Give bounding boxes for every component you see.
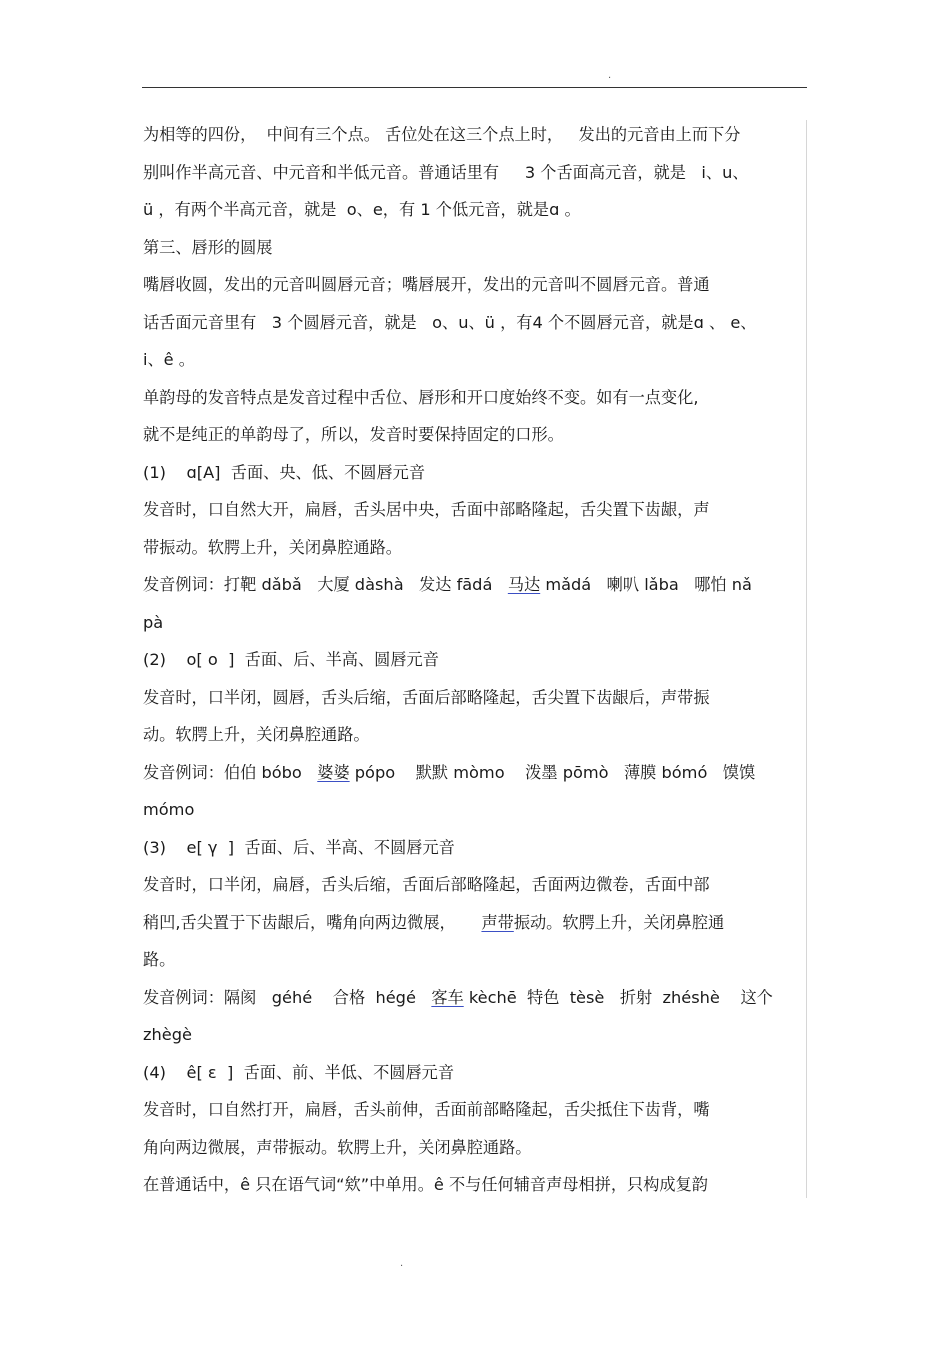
text-run: kèchē 特色 tèsè 折射 zhéshè 这个 (463, 987, 773, 1007)
underlined-word: 马达 (507, 575, 541, 594)
footer-mark: . (400, 1258, 404, 1269)
example-words-line (143, 566, 809, 604)
text-line: zhègè (143, 1025, 192, 1044)
vowel-heading: (2) o[ o ] 舌面、后、半高、圆唇元音 (143, 650, 439, 669)
text-line: 在普通话中，ê 只在语气词“欸”中单用。ê 不与任何辅音声母相拼，只构成复韵 (143, 1175, 708, 1194)
text-line: mómo (143, 800, 195, 819)
text-line: 角向两边微展，声带振动。软腭上升，关闭鼻腔通路。 (143, 1137, 532, 1157)
text-run: 发音例词：伯伯 bóbo (143, 762, 318, 782)
underlined-word: 声带 (481, 912, 514, 932)
text-line: 动。软腭上升，关闭鼻腔通路。 (143, 725, 370, 744)
vowel-heading: (4) ê[ ε ] 舌面、前、半低、不圆唇元音 (143, 1062, 455, 1082)
vowel-heading: (3) e[ γ ] 舌面、后、半高、不圆唇元音 (143, 837, 455, 857)
text-run: pópo 默默 mòmo 泼墨 pōmò 薄膜 bómó 馍馍 (349, 762, 756, 782)
header-rule (142, 87, 807, 88)
section-heading: 第三、唇形的圆展 (143, 237, 273, 257)
text-line: 单韵母的发音特点是发音过程中舌位、唇形和开口度始终不变。如有一点变化, (143, 387, 699, 407)
text-line: 带振动。软腭上升，关闭鼻腔通路。 (143, 537, 402, 557)
text-run: 发音例词：打靶 dǎbǎ 大厦 dàshà 发达 fādá (143, 575, 508, 594)
page-body (143, 116, 809, 1204)
text-line: 发音时，口半闭，圆唇，舌头后缩，舌面后部略隆起，舌尖置下齿龈后，声带振 (143, 687, 710, 707)
text-line: ü ，有两个半高元音，就是 o、e，有 1 个低元音，就是ɑ 。 (143, 200, 581, 219)
text-line: 话舌面元音里有 3 个圆唇元音，就是 o、u、ü ，有4 个不圆唇元音，就是ɑ 、 e、 (143, 312, 757, 332)
text-line: 路。 (143, 950, 176, 969)
text-line: 就不是纯正的单韵母了，所以，发音时要保持固定的口形。 (143, 425, 564, 444)
vowel-heading: (1) ɑ[A] 舌面、央、低、不圆唇元音 (143, 462, 426, 482)
underlined-word: 客车 (431, 987, 464, 1007)
example-words-line (143, 979, 809, 1017)
text-line: 发音时，口自然打开，扁唇，舌头前伸，舌面前部略隆起，舌尖抵住下齿背，嘴 (143, 1100, 710, 1119)
text-run: 稍凹,舌尖置于下齿龈后，嘴角向两边微展， (143, 912, 482, 932)
text-run: 发音例词：隔阂 géhé 合格 hégé (143, 987, 432, 1007)
underlined-word: 婆婆 (317, 762, 350, 782)
text-line: pà (143, 612, 164, 632)
text-run: mǎdá 喇叭 lǎba 哪怕 nǎ (540, 575, 752, 594)
example-words-line (143, 754, 809, 792)
text-run: 振动。软腭上升，关闭鼻腔通 (513, 912, 725, 932)
text-line: 为相等的四份， 中间有三个点。 舌位处在这三个点上时， 发出的元音由上而下分 (143, 125, 741, 144)
text-line: i、ê 。 (143, 350, 195, 369)
header-mark: . (608, 70, 612, 81)
text-line: 别叫作半高元音、中元音和半低元音。普通话里有 3 个舌面高元音，就是 i、u、 (143, 162, 749, 182)
text-line: 嘴唇收圆，发出的元音叫圆唇元音；嘴唇展开，发出的元音叫不圆唇元音。普通 (143, 275, 710, 294)
text-line: 发音时，口半闭，扁唇，舌头后缩，舌面后部略隆起，舌面两边微卷，舌面中部 (143, 875, 710, 894)
text-line: 发音时，口自然大开，扁唇，舌头居中央，舌面中部略隆起，舌尖置下齿龈，声 (143, 500, 710, 519)
text-line (143, 904, 809, 942)
